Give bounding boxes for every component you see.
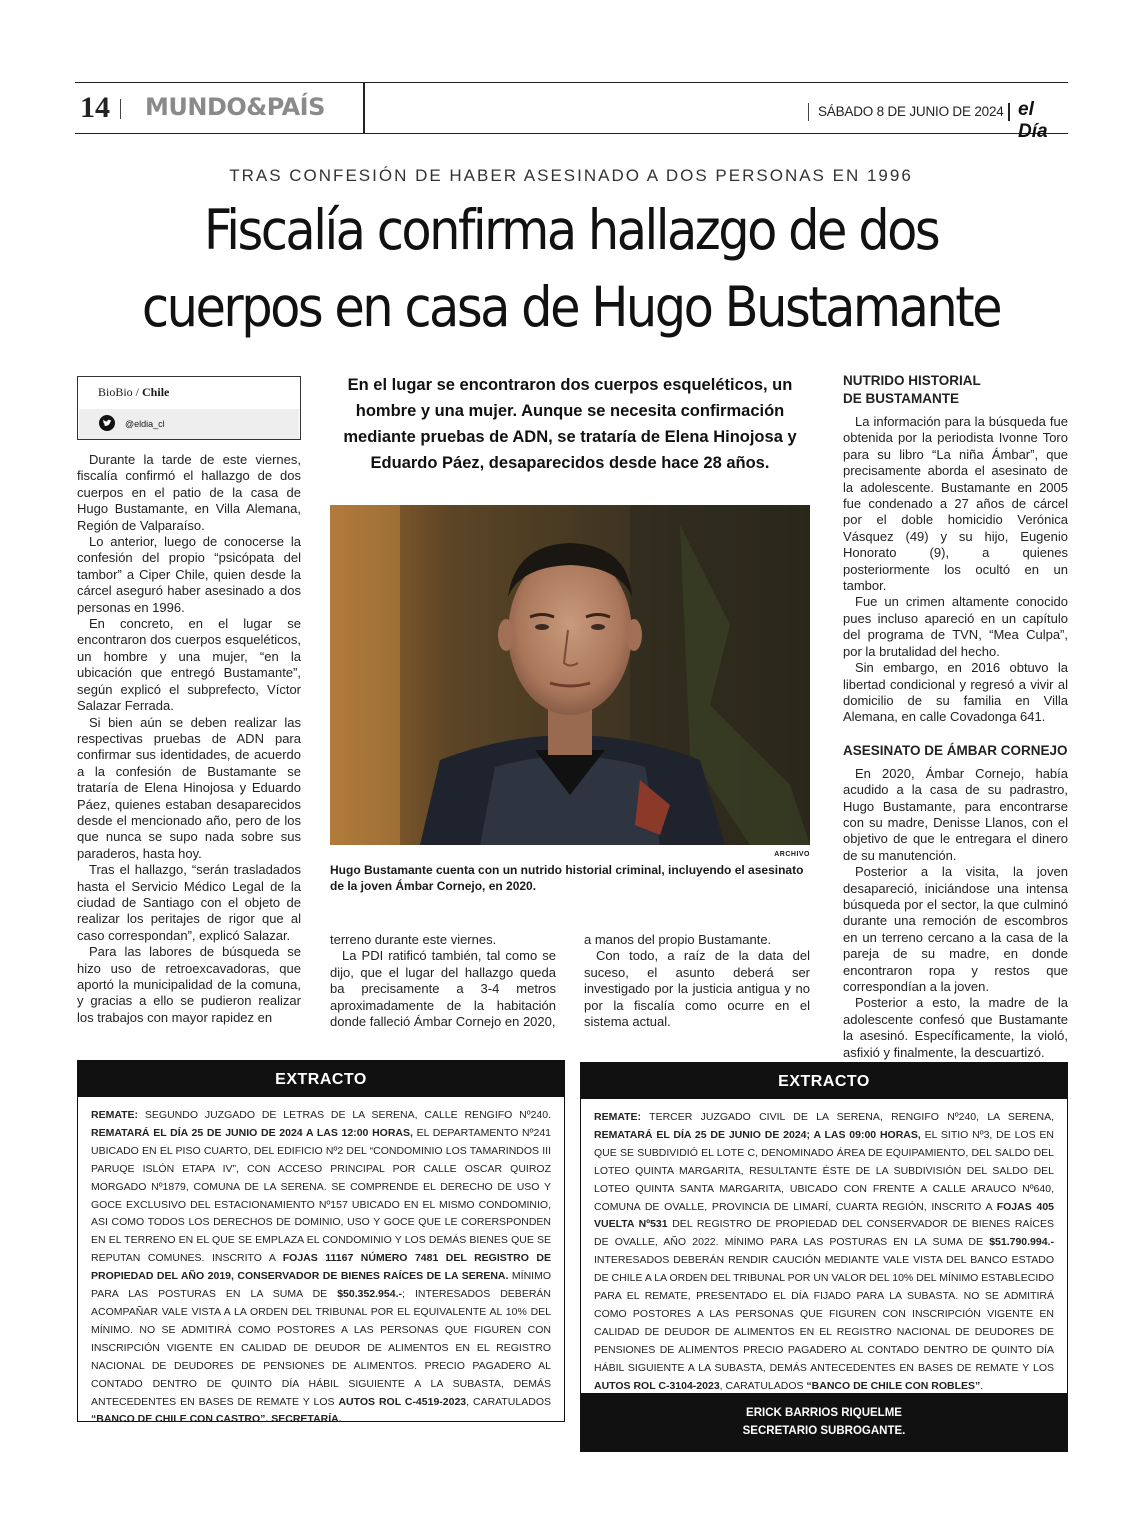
- subheading: ASESINATO DE ÁMBAR CORNEJO: [843, 742, 1068, 758]
- paragraph: Fue un crimen altamente conocido pues incluso apareció en un capítulo del programa de TVN, “Mea Culpa”, por la brutalidad del hecho.: [843, 594, 1068, 659]
- legal-notice-1: [77, 1060, 565, 1426]
- portrait-photo: [330, 505, 810, 845]
- paragraph: Durante la tarde de este viernes, fiscalía confirmó el hallazgo de dos cuerpos en el patio de la casa de Hugo Bustamante, en Villa Alemana, Región de Valparaíso.: [77, 452, 301, 533]
- notice-text: EL DEPARTAMENTO Nº241 UBICADO EN EL PISO CUARTO, DEL EDIFICIO Nº2 DEL “CONDOMINIO LOS TAMARINDOS III PARUQE ISLÓN ETAPA IV”, CON ACCESO PRINCIPAL POR CALLE OSCAR QUIROZ MORGADO Nº1879, COMUNA DE LA SERENA. SE COMPRENDE EL DERECHO DE USO Y GOCE EXCLUSIVO DEL ESTACIONAMIENTO Nº157 UBICADO EN EL MISMO CONDOMINIO, ASI COMO TODOS LOS DERECHOS DE DOMINIO, USO Y GOCE QUE LE CORERSPONDEN EN EL TERRENO EN EL QUE SE EMPLAZA EL CONDOMINIO Y LOS DEMÁS BIENES QUE SE REPUTAN COMUNES. INSCRITO A: [91, 1126, 551, 1265]
- twitter-bird-icon: [99, 415, 115, 431]
- notice-text: ; INTERESADOS DEBERÁN ACOMPAÑAR VALE VISTA A LA ORDEN DEL TRIBUNAL POR EL EQUIVALENTE AL 10% DEL MÍNIMO. NO SE ADMITIRÁ COMO POSTORES A LAS PERSONAS QUE FIGUREN CON INSCRIPCIÓN VIGENTE EN CALIDAD DE DEUDOR DE ALIMENTOS EN EL REGISTRO NACIONAL DE DEUDORES DE PENSIONES DE ALIMENTOS. PRECIO PAGADERO AL CONTADO DENTRO DE QUINTO DÍA HÁBIL SIGUIENTE A LA SUBASTA, DEMÁS ANTECEDENTES EN BASES DE REMATE Y LOS: [91, 1288, 551, 1408]
- body-column-1: [77, 452, 301, 1026]
- notice-title: EXTRACTO: [78, 1061, 564, 1097]
- paragraph: Sin embargo, en 2016 obtuvo la libertad condicional y regresó a vivir al domicilio de su familia en Villa Alemana, en calle Covadonga 641.: [843, 660, 1068, 725]
- issue-date: SÁBADO 8 DE JUNIO DE 2024: [818, 104, 1004, 119]
- paragraph: La PDI ratificó también, tal como se dijo, que el lugar del hallazgo queda ba precisamente a 3-4 metros aproximadamente de la habitación donde falleció Ámbar Cornejo en 2020,: [330, 948, 556, 1030]
- notice-text: MÍNIMO PARA LAS POSTURAS EN LA SUMA DE: [91, 1270, 551, 1301]
- paragraph: Con todo, a raíz de la data del suceso, el asunto deberá ser investigado por la justicia antigua y no por la fiscalía como ocurre en el sistema actual.: [584, 948, 810, 1030]
- notice-bold: REMATE:: [91, 1109, 139, 1121]
- notice-text: , CARATULADOS: [719, 1379, 807, 1392]
- subheading-line: DE BUSTAMANTE: [843, 391, 959, 406]
- notice-title: EXTRACTO: [581, 1063, 1067, 1099]
- notice-bold: REMATARÁ EL DÍA 25 DE JUNIO DE 2024 A LAS 12:00 HORAS,: [91, 1126, 413, 1139]
- header-divider: [1008, 103, 1010, 121]
- notice-text: , CARATULADOS: [466, 1395, 551, 1408]
- notice-body: [581, 1099, 1067, 1396]
- byline-source: [98, 385, 169, 400]
- paragraph: Posterior a esto, la madre de la adolescente confesó que Bustamante la asesinó. Específicamente, la violó, asfixió y finalmente, la descuartizó.: [843, 995, 1068, 1060]
- headline-line: cuerpos en casa de Hugo Bustamante: [141, 275, 1001, 339]
- byline-social: [79, 409, 299, 439]
- page-header: [75, 82, 1068, 142]
- notice-bold: FOJAS 405 VUELTA Nº531: [594, 1200, 1055, 1231]
- header-divider: [120, 99, 121, 119]
- notice-text: .: [980, 1379, 984, 1392]
- paragraph: En concreto, en el lugar se encontraron dos cuerpos esqueléticos, un hombre y una mujer, “en la ubicación que entregó Bustamante”, según explicó el subprefecto, Víctor Salazar Ferrada.: [77, 616, 301, 714]
- headline: [111, 192, 1031, 346]
- subheading-line: NUTRIDO HISTORIAL: [843, 373, 981, 388]
- notice-body: [78, 1097, 564, 1429]
- page-number: 14: [80, 91, 110, 124]
- notice-text: INTERESADOS DEBERÁN RENDIR CAUCIÓN MEDIANTE VALE VISTA DEL BANCO ESTADO DE CHILE A LA ORDEN DEL TRIBUNAL POR UN VALOR DEL 10% DEL MÍNIMO ESTABLECIDO PARA EL REMATE, PRESENTADO EL DÍA FIJADO PARA LA SUBASTA. NO SE ADMITIRÁ COMO POSTORES A LAS PERSONAS QUE FIGUREN CON INSCRIPCIÓN VIGENTE EN CALIDAD DE DEUDOR DE ALIMENTOS EN EL REGISTRO NACIONAL DE DEUDORES DE PENSIONES DE ALIMENTOS PRECIO PAGADERO AL CONTADO DENTRO DE QUINTO DÍA HÁBIL SIGUIENTE A LA SUBASTA, DEMÁS ANTECEDENTES EN BASES DE REMATE Y LOS: [594, 1254, 1054, 1374]
- notice-signature: [581, 1393, 1067, 1451]
- headline-line: Fiscalía confirma hallazgo de dos: [203, 198, 939, 262]
- signature-name: ERICK BARRIOS RIQUELME: [746, 1407, 902, 1419]
- body-column-4: [843, 372, 1068, 1061]
- legal-notice-2: [580, 1062, 1068, 1452]
- paragraph: Lo anterior, luego de conocerse la confesión del propio “psicópata del tambor” a Ciper Chile, quien desde la cárcel aseguró haber asesinado a dos personas en 1996.: [77, 534, 301, 615]
- header-divider: [363, 83, 365, 133]
- paragraph: Para las labores de búsqueda se hizo uso de retroexcavadoras, que aportó la municipalidad de la comuna, y gracias a ello se pudieron realizar los trabajos con mayor rapidez en: [77, 944, 301, 1025]
- notice-bold: “BANCO DE CHILE CON CASTRO”. SECRETARÍA.: [91, 1413, 342, 1426]
- byline-source-region: Chile: [142, 385, 170, 399]
- notice-text: TERCER JUZGADO CIVIL DE LA SERENA, RENGIFO Nº240, LA SERENA,: [641, 1111, 1054, 1123]
- kicker: TRAS CONFESIÓN DE HABER ASESINADO A DOS PERSONAS EN 1996: [229, 166, 913, 185]
- byline-source-name: BioBio /: [98, 385, 143, 399]
- header-divider: [808, 103, 809, 121]
- lead-paragraph: En el lugar se encontraron dos cuerpos esqueléticos, un hombre y una mujer. Aunque se necesita confirmación mediante pruebas de ADN, se trataría de Elena Hinojosa y Eduardo Páez, desaparecidos desde hace 28 años.: [343, 376, 797, 472]
- photo-credit: ARCHIVO: [774, 851, 810, 858]
- notice-bold: $51.790.994.-: [989, 1236, 1054, 1249]
- notice-text: SEGUNDO JUZGADO DE LETRAS DE LA SERENA, CALLE RENGIFO Nº240.: [138, 1109, 551, 1121]
- notice-bold: REMATE:: [594, 1111, 642, 1123]
- notice-bold: $50.352.954.-: [337, 1288, 402, 1301]
- notice-bold: REMATARÁ EL DÍA 25 DE JUNIO DE 2024; A LAS 09:00 HORAS,: [594, 1128, 921, 1141]
- notice-bold: FOJAS 11167 NÚMERO 7481 DEL REGISTRO DE PROPIEDAD DEL AÑO 2019, CONSERVADOR DE BIENES RAÍCES DE LA SERENA.: [91, 1252, 551, 1283]
- newspaper-logo: el Día: [1018, 99, 1048, 142]
- notice-text: DEL REGISTRO DE PROPIEDAD DEL CONSERVADOR DE BIENES RAÍCES DE OVALLE, AÑO 2022. MÍNIMO PARA LAS POSTURAS EN LA SUMA DE: [594, 1218, 1054, 1249]
- paragraph: Si bien aún se deben realizar las respectivas pruebas de ADN para confirmar sus identidades, de acuerdo a la confesión de Bustamante se trataría de Elena Hinojosa y Eduardo Páez, quienes estaban desaparecidos desde el mencionado año, pero de los que nunca se supo nada sobre sus paraderos, hasta hoy.: [77, 714, 301, 861]
- twitter-handle: @eldia_cl: [125, 419, 165, 429]
- notice-bold: AUTOS ROL C-4519-2023: [338, 1395, 467, 1408]
- paragraph: a manos del propio Bustamante.: [584, 932, 772, 947]
- body-column-3: [584, 932, 810, 1030]
- paragraph: La información para la búsqueda fue obtenida por la periodista Ivonne Toro para su libro “La niña Ámbar”, que precisamente aborda el asesinato de la adolescente. Bustamante en 2005 fue condenado a 27 años de cárcel por el doble homicidio Verónica Vásquez (49) y su hijo, Eugenio Honorato (9), a quienes posteriormente los ocultó en un tambor.: [843, 414, 1068, 594]
- paragraph: En 2020, Ámbar Cornejo, había acudido a la casa de su padrastro, Hugo Bustamante, para encontrarse con su madre, Denisse Llanos, con el objetivo de que le entregara el dinero de su manutención.: [843, 765, 1068, 863]
- signature-title: SECRETARIO SUBROGANTE.: [742, 1425, 906, 1437]
- section-name: MUNDO&PAÍS: [145, 93, 325, 121]
- body-column-2: [330, 932, 556, 1030]
- notice-bold: “BANCO DE CHILE CON ROBLES”: [806, 1379, 981, 1392]
- paragraph: Tras el hallazgo, “serán trasladados hasta el Servicio Médico Legal de la ciudad de Santiago con el objeto de realizar los peritajes de rigor que al caso correspondan”, explicó Salazar.: [77, 862, 301, 943]
- notice-text: EL SITIO Nº3, DE LOS EN QUE SE SUBDIVIDIÓ EL LOTE C, DENOMINADO ÁREA DE EQUIPAMIENTO, DEL SALDO DEL LOTEO QUINTA MARGARITA, RESULTANTE ÉSTE DE LA SUBDIVISIÓN DEL SALDO DEL LOTEO QUINTA SANTA MARGARITA, UBICADO CON FRENTE A CALLE ARAUCO Nº640, COMUNA DE OVALLE, PROVINCIA DE LIMARÍ, CUARTA REGIÓN, INSCRITO A: [594, 1128, 1054, 1213]
- paragraph: terreno durante este viernes.: [330, 932, 497, 947]
- byline-box: [77, 376, 301, 440]
- notice-bold: AUTOS ROL C-3104-2023: [594, 1379, 720, 1392]
- paragraph: Posterior a la visita, la joven desapareció, iniciándose una intensa búsqueda por el sector, la que culminó durante una remoción de escombros en un terreno cercano a la casa de la pareja de su madre, en donde encontraron ropa y restos que correspondían a la joven.: [843, 864, 1068, 994]
- photo-caption: Hugo Bustamante cuenta con un nutrido historial criminal, incluyendo el asesinato de la joven Ámbar Cornejo, en 2020.: [330, 863, 804, 893]
- subheading: [843, 372, 1068, 408]
